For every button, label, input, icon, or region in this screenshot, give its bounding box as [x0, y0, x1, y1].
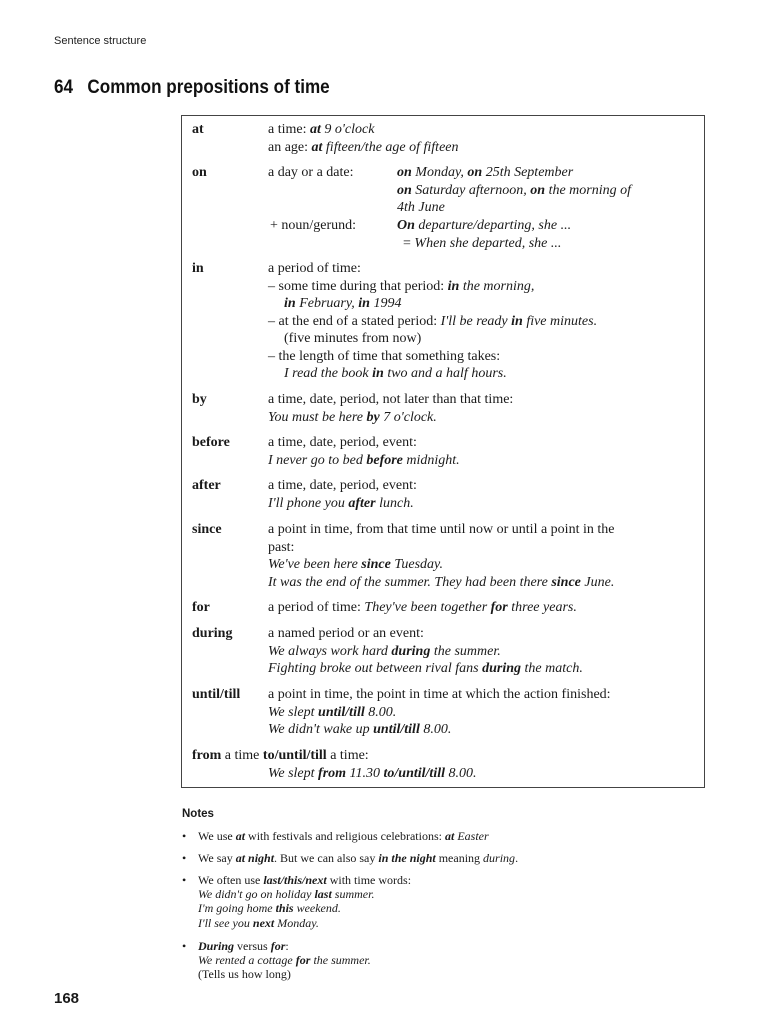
prepositions-table [181, 115, 705, 788]
since-line-4: It was the end of the summer. They had been there since June. [268, 574, 615, 590]
bullet-icon: • [182, 851, 187, 865]
term-before: before [192, 435, 230, 450]
on-line-5: = When she departed, she ... [403, 235, 562, 251]
in-line-1: a period of time: [268, 261, 361, 276]
during-line-2: We always work hard during the summer. [268, 643, 501, 659]
after-line-2: I'll phone you after lunch. [268, 495, 414, 511]
before-line-2: I never go to bed before midnight. [268, 452, 460, 468]
from-line-1: from a time to/until/till a time: [192, 748, 369, 763]
on-line-4-label: + noun/gerund: [270, 218, 357, 233]
on-line-2: on Saturday afternoon, on the morning of [397, 182, 632, 198]
at-line-1: a time: at 9 o'clock [268, 122, 375, 137]
term-after: after [192, 478, 221, 493]
term-during: during [192, 626, 233, 641]
term-on: on [192, 165, 207, 180]
notes-heading: Notes [182, 808, 214, 820]
during-line-1: a named period or an event: [268, 626, 424, 641]
in-line-3: in February, in 1994 [284, 296, 402, 311]
by-line-2: You must be here by 7 o'clock. [268, 409, 437, 425]
in-line-4: – at the end of a stated period: I'll be ready in five minutes. [268, 313, 598, 329]
section-number: 64 [54, 77, 74, 98]
during-line-3: Fighting broke out between rival fans during the match. [268, 661, 583, 676]
term-by: by [192, 392, 207, 407]
until-line-3: We didn't wake up until/till 8.00. [268, 722, 452, 737]
on-line-1: on Monday, on 25th September [397, 165, 574, 180]
from-line-2: We slept from 11.30 to/until/till 8.00. [268, 765, 477, 781]
term-since: since [192, 522, 222, 537]
at-line-2: an age: at fifteen/the age of fifteen [268, 139, 459, 155]
until-line-1: a point in time, the point in time at which the action finished: [268, 687, 611, 702]
before-line-1: a time, date, period, event: [268, 435, 417, 450]
in-line-2: – some time during that period: in the morning, [268, 278, 535, 294]
since-line-1: a point in time, from that time until now or until a point in the [268, 522, 615, 537]
term-for: for [192, 600, 210, 615]
term-until-till: until/till [192, 687, 241, 702]
in-line-6: – the length of time that something takes: [268, 348, 501, 364]
until-line-2: We slept until/till 8.00. [268, 704, 397, 720]
since-line-3: We've been here since Tuesday. [268, 557, 443, 572]
term-at: at [192, 122, 204, 137]
after-line-1: a time, date, period, event: [268, 478, 417, 493]
page-number: 168 [54, 990, 80, 1007]
on-line-1-label: a day or a date: [268, 165, 354, 180]
section-title-text: Common prepositions of time [87, 77, 330, 98]
on-line-3: 4th June [397, 200, 445, 215]
in-line-7: I read the book in two and a half hours. [284, 366, 507, 381]
for-line-1: a period of time: They've been together for three years. [268, 600, 577, 615]
on-line-4: On departure/departing, she ... [397, 218, 572, 233]
running-head: Sentence structure [54, 35, 147, 47]
term-in: in [192, 261, 204, 276]
bullet-icon: • [182, 829, 187, 843]
section-title [54, 77, 330, 99]
in-line-5: (five minutes from now) [284, 331, 422, 346]
bullet-icon: • [182, 939, 187, 953]
bullet-icon: • [182, 873, 187, 887]
by-line-1: a time, date, period, not later than that time: [268, 392, 514, 407]
since-line-2: past: [268, 539, 295, 555]
